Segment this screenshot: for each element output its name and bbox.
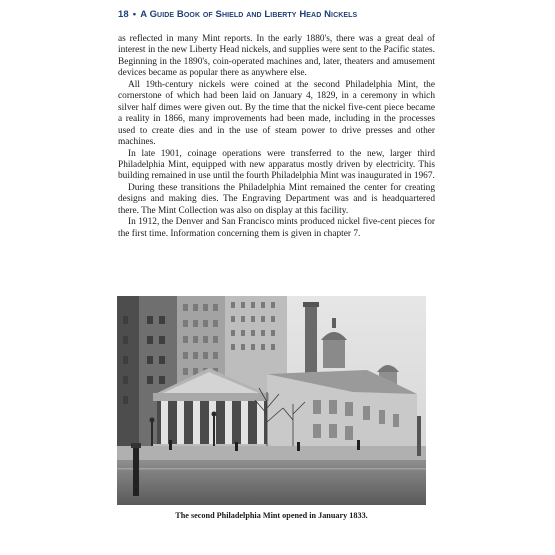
figure-caption: The second Philadelphia Mint opened in January 1833.	[175, 511, 368, 520]
page-number: 18	[118, 9, 129, 20]
header-separator: •	[132, 9, 137, 20]
paragraph-2: All 19th-century nickels were coined at the second Philadelphia Mint, the cornerstone of which had been laid on January 4, 1829, in a ceremony in which silver half dimes were given out. By the time that the nickel five-cent piece became a reality in 1866, many improvements had been made, including in the processes used to create dies and in the use of steam power to drive presses and other machines.	[118, 79, 435, 148]
book-title: A Guide Book of Shield and Liberty Head Nickels	[140, 9, 358, 20]
paragraph-5: In 1912, the Denver and San Francisco mints produced nickel five-cent pieces for the first time. Information concerning them is given in chapter 7.	[118, 217, 435, 239]
body-text	[118, 34, 435, 240]
paragraph-3: In late 1901, coinage operations were transferred to the new, larger third Philadelphia Mint, equipped with new apparatus mostly driven by electricity. This building remained in use until the fourth Philadelphia Mint was inaugurated in 1967.	[118, 148, 435, 182]
mint-photograph	[117, 296, 426, 505]
paragraph-1: as reflected in many Mint reports. In the early 1880's, there was a great deal of interest in the new Liberty Head nickels, and supplies were sent to the Pacific states. Beginning in the 1890's, coin-operated machines and, later, theaters and amusement devices became as popular there as anywhere else.	[118, 34, 435, 79]
paragraph-4: During these transitions the Philadelphia Mint remained the center for creating designs and making dies. The Engraving Department was and is headquartered there. The Mint Collection was also on display at this facility.	[118, 182, 435, 216]
running-head	[118, 9, 448, 22]
